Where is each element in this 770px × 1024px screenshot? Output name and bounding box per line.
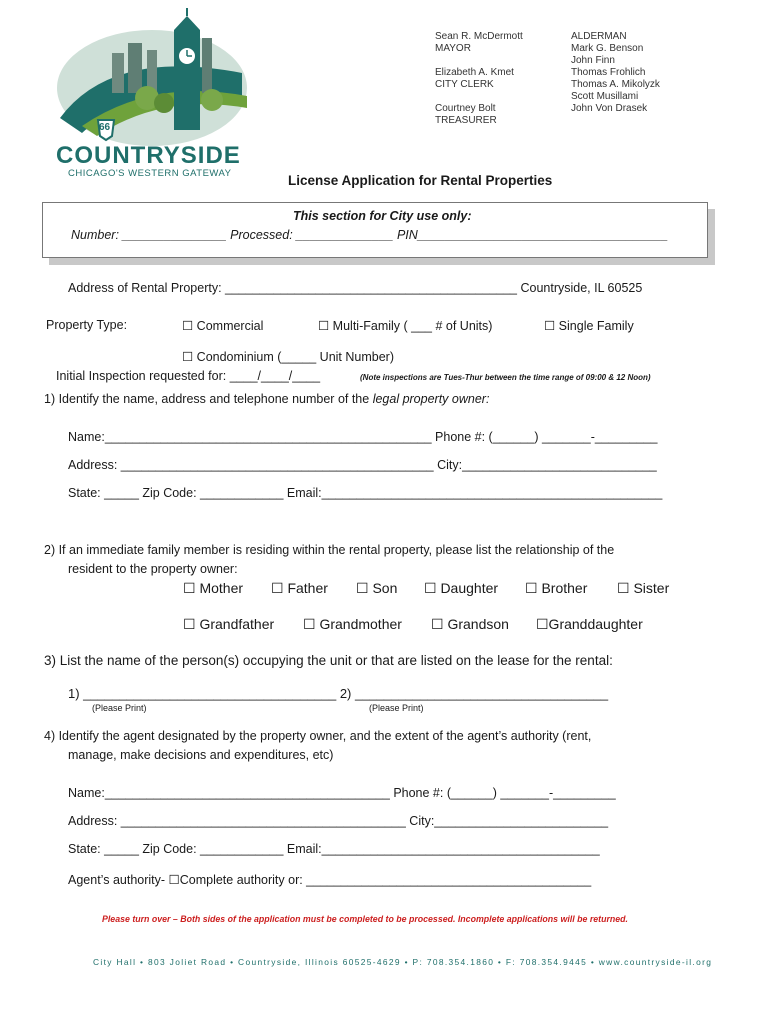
relation-granddaughter[interactable]: ☐Granddaughter — [536, 616, 643, 632]
city-use-fields[interactable]: Number: _______________ Processed: ______________ PIN____________________________________ — [71, 228, 669, 242]
form-title: License Application for Rental Properties — [288, 173, 553, 188]
logo-emblem-icon — [52, 8, 252, 148]
alderman-name: Thomas Frohlich — [571, 67, 646, 78]
relation-grandmother[interactable]: ☐ Grandmother — [303, 616, 402, 632]
question-1-text: 1) Identify the name, address and telephone number of the — [44, 392, 373, 406]
city-logo — [52, 8, 252, 188]
inspection-date-field[interactable]: Initial Inspection requested for: ____/____/____ — [56, 369, 321, 383]
relation-mother[interactable]: ☐ Mother — [183, 580, 244, 596]
clerk-title: CITY CLERK — [435, 79, 494, 90]
agent-name-field[interactable]: Name:_________________________________________ Phone #: (______) _______-_________ — [68, 786, 616, 800]
multi-family-checkbox[interactable]: ☐ Multi-Family ( ___ # of Units) — [318, 319, 493, 333]
owner-state-field[interactable]: State: _____ Zip Code: ____________ Email:_________________________________________________ — [68, 486, 663, 500]
owner-name-field[interactable]: Name:_______________________________________________ Phone #: (______) _______-_________ — [68, 430, 658, 444]
alderman-name: Mark G. Benson — [571, 43, 644, 54]
officials-left — [435, 31, 523, 127]
occupant-name-fields[interactable]: 1) ___________________________________ 2) ___________________________________ — [68, 686, 609, 701]
question-4-line1: 4) Identify the agent designated by the property owner, and the extent of the agent’s authority (rent, — [44, 729, 592, 743]
turn-over-notice: Please turn over – Both sides of the application must be completed to be processed. Incomplete applications will be returned. — [102, 914, 628, 924]
relation-sister[interactable]: ☐ Sister — [617, 580, 670, 596]
rental-address-field[interactable]: Address of Rental Property: __________________________________________ Countryside, IL 60525 — [68, 281, 643, 295]
relation-grandfather[interactable]: ☐ Grandfather — [183, 616, 275, 632]
question-2-line2: resident to the property owner: — [68, 562, 238, 576]
owner-address-field[interactable]: Address: _____________________________________________ City:____________________________ — [68, 458, 657, 472]
alderman-name: John Von Drasek — [571, 103, 648, 114]
agent-state-field[interactable]: State: _____ Zip Code: ____________ Email:________________________________________ — [68, 842, 600, 856]
question-3: 3) List the name of the person(s) occupying the unit or that are listed on the lease for the rental: — [44, 653, 613, 668]
question-2-line1: 2) If an immediate family member is residing within the rental property, please list the relationship of the — [44, 543, 615, 557]
city-use-heading: This section for City use only: — [293, 209, 472, 223]
aldermen-list — [571, 31, 660, 115]
logo-tagline: CHICAGO'S WESTERN GATEWAY — [68, 168, 232, 179]
commercial-checkbox[interactable]: ☐ Commercial — [182, 319, 264, 333]
alderman-name: John Finn — [571, 55, 615, 66]
treasurer-title: TREASURER — [435, 115, 497, 126]
footer-contact: City Hall • 803 Joliet Road • Countryside, Illinois 60525-4629 • P: 708.354.1860 • F: 708.354.9445 • www.countryside-il.org — [93, 957, 713, 967]
aldermen-heading: ALDERMAN — [571, 31, 627, 42]
question-1 — [44, 392, 489, 406]
relation-father[interactable]: ☐ Father — [271, 580, 328, 596]
logo-wordmark: COUNTRYSIDE — [56, 142, 241, 169]
city-use-box — [42, 202, 708, 258]
mayor-name: Sean R. McDermott — [435, 31, 523, 42]
relation-daughter[interactable]: ☐ Daughter — [424, 580, 499, 596]
agent-authority-field[interactable]: Agent’s authority- ☐Complete authority or: _________________________________________ — [68, 873, 592, 887]
please-print-hint-2: (Please Print) — [369, 703, 424, 713]
please-print-hint-1: (Please Print) — [92, 703, 147, 713]
relation-son[interactable]: ☐ Son — [356, 580, 398, 596]
alderman-name: Scott Musillami — [571, 91, 639, 102]
treasurer-name: Courtney Bolt — [435, 103, 496, 114]
relation-brother[interactable]: ☐ Brother — [525, 580, 588, 596]
inspection-note: (Note inspections are Tues-Thur between the time range of 09:00 & 12 Noon) — [360, 373, 651, 382]
alderman-name: Thomas A. Mikolyzk — [571, 79, 660, 90]
condominium-checkbox[interactable]: ☐ Condominium (_____ Unit Number) — [182, 350, 394, 364]
clerk-name: Elizabeth A. Kmet — [435, 67, 514, 78]
mayor-title: MAYOR — [435, 43, 471, 54]
logo-route-number: 66 — [99, 122, 111, 133]
question-4-line2: manage, make decisions and expenditures, etc) — [68, 748, 334, 762]
single-family-checkbox[interactable]: ☐ Single Family — [544, 319, 634, 333]
question-1-emphasis: legal property owner: — [372, 392, 490, 406]
agent-address-field[interactable]: Address: _________________________________________ City:_________________________ — [68, 814, 609, 828]
relation-grandson[interactable]: ☐ Grandson — [431, 616, 509, 632]
property-type-label: Property Type: — [46, 318, 128, 332]
